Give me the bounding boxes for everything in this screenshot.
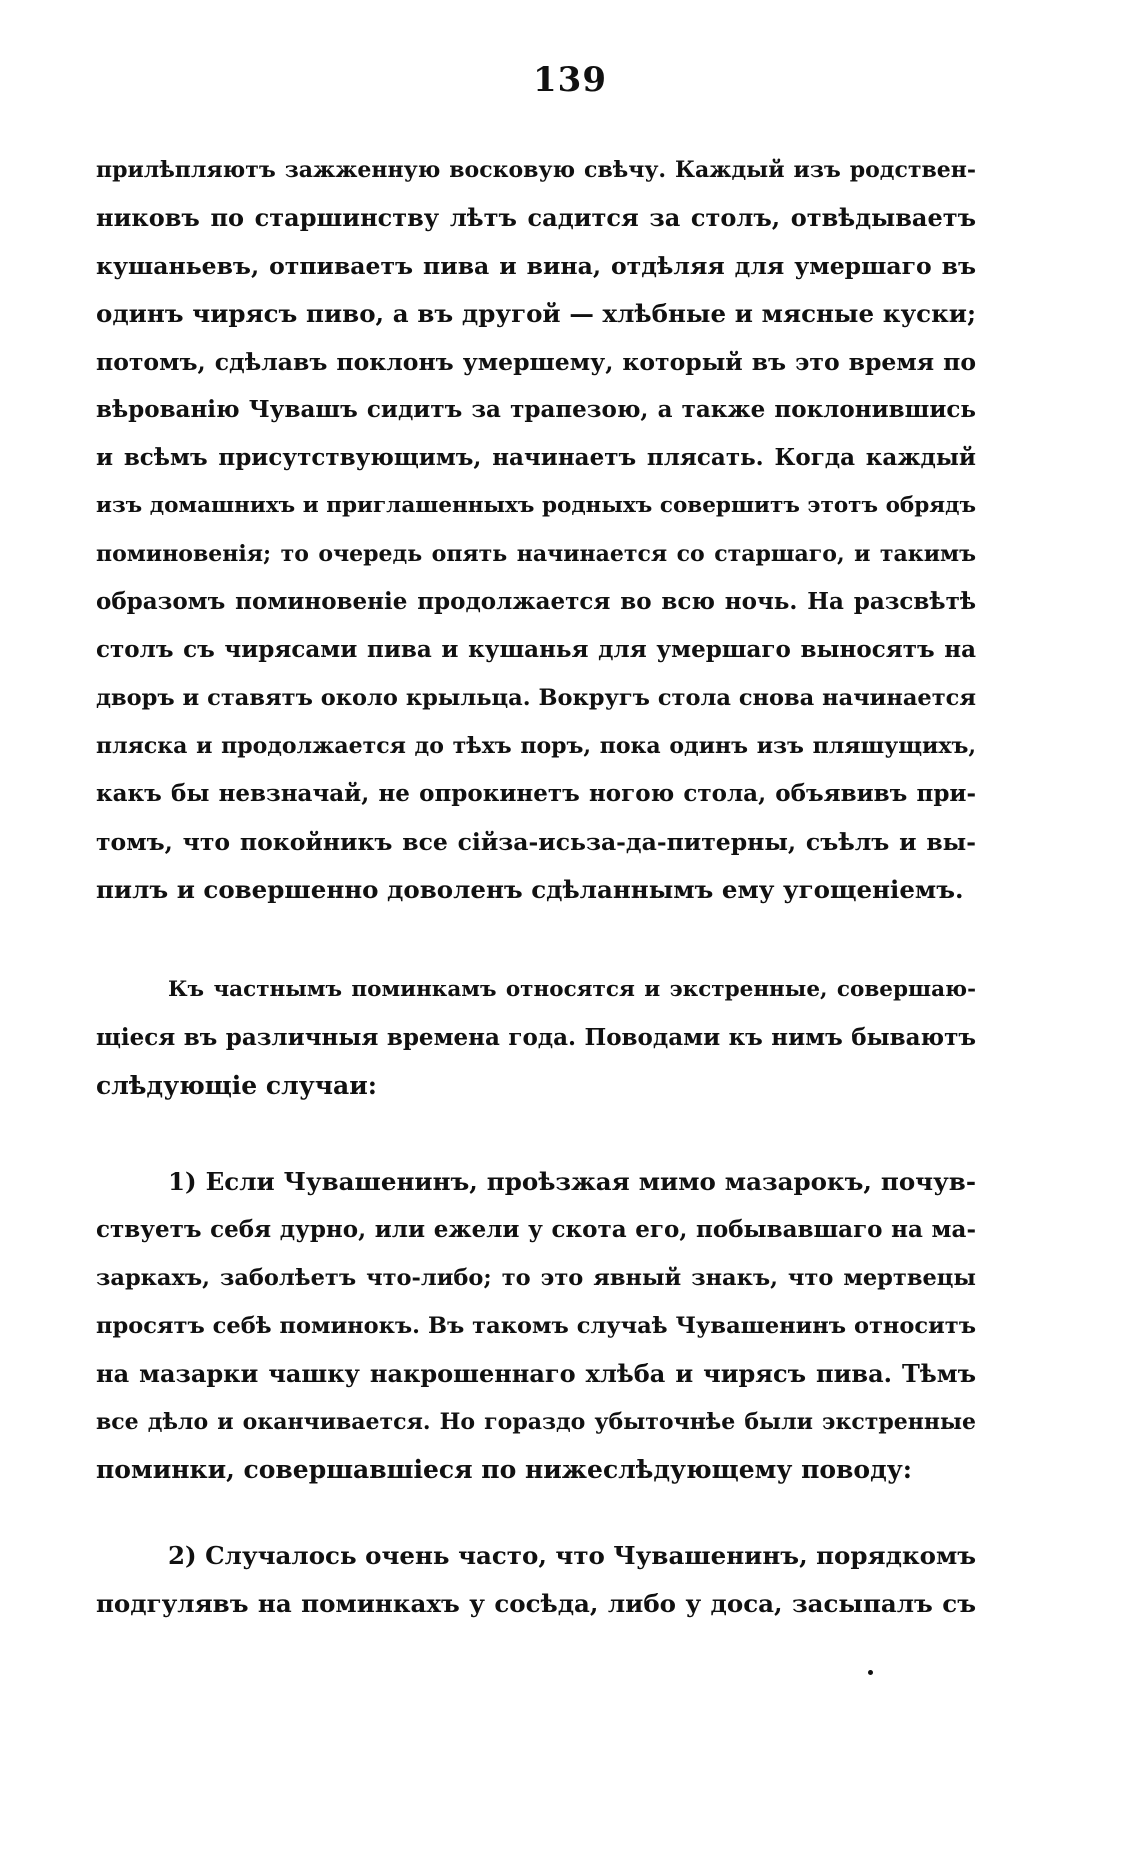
text-line: томъ, что покойникъ все сійза-исьза-да-питерны, съѣлъ и вы- <box>96 828 976 856</box>
paragraph-3 <box>96 1158 976 1494</box>
text-line: какъ бы невзначай, не опрокинетъ ногою стола, объявивъ при- <box>96 780 976 807</box>
text-line: никовъ по старшинству лѣтъ садится за столъ, отвѣдываетъ <box>96 203 976 232</box>
text-line: пилъ и совершенно доволенъ сдѣланнымъ ему угощеніемъ. <box>96 875 964 904</box>
text-line: поминки, совершавшіеся по нижеслѣдующему поводу: <box>96 1455 912 1484</box>
text-line: 1) Если Чувашенинъ, проѣзжая мимо мазарокъ, почув- <box>168 1167 976 1196</box>
text-line: слѣдующіе случаи: <box>96 1071 378 1100</box>
text-line: прилѣпляютъ зажженную восковую свѣчу. Каждый изъ родствен- <box>96 157 976 183</box>
text-line: столъ съ чирясами пива и кушанья для умершаго выносятъ на <box>96 636 976 663</box>
text-line: изъ домашнихъ и приглашенныхъ родныхъ совершитъ этотъ обрядъ <box>96 493 976 518</box>
page-number: 139 <box>533 60 607 100</box>
paragraph-4 <box>96 1532 976 1628</box>
text-line: кушаньевъ, отпиваетъ пива и вина, отдѣляя для умершаго въ <box>96 252 976 280</box>
text-line: 2) Случалось очень часто, что Чувашенинъ, порядкомъ <box>168 1541 977 1570</box>
text-line: заркахъ, заболѣетъ что-либо; то это явный знакъ, что мертвецы <box>96 1265 976 1291</box>
text-line: на мазарки чашку накрошеннаго хлѣба и чирясъ пива. Тѣмъ <box>96 1359 976 1388</box>
ink-speck <box>868 1670 873 1675</box>
text-line: просятъ себѣ поминокъ. Въ такомъ случаѣ Чувашенинъ относитъ <box>96 1313 976 1339</box>
text-line: вѣрованію Чувашъ сидитъ за трапезою, а также поклонившись <box>96 396 976 423</box>
paragraph-2 <box>96 966 976 1110</box>
text-line: пляска и продолжается до тѣхъ поръ, пока одинъ изъ пляшущихъ, <box>96 733 976 759</box>
text-line: Къ частнымъ поминкамъ относятся и экстренные, совершаю- <box>168 977 976 1002</box>
text-line: образомъ поминовеніе продолжается во всю ночь. На разсвѣтѣ <box>96 588 976 615</box>
text-line: щіеся въ различныя времена года. Поводами къ нимъ бываютъ <box>96 1024 976 1051</box>
text-line: поминовенія; то очередь опять начинается со старшаго, и такимъ <box>96 541 976 567</box>
text-line: дворъ и ставятъ около крыльца. Вокругъ стола снова начинается <box>96 685 976 711</box>
text-line: потомъ, сдѣлавъ поклонъ умершему, который въ это время по <box>96 348 976 376</box>
text-line: ствуетъ себя дурно, или ежели у скота его, побывавшаго на ма- <box>96 1216 976 1243</box>
text-line: одинъ чирясъ пиво, а въ другой — хлѣбные и мясные куски; <box>96 299 976 328</box>
text-line: и всѣмъ присутствующимъ, начинаетъ плясать. Когда каждый <box>96 444 976 471</box>
text-line: все дѣло и оканчивается. Но гораздо убыточнѣе были экстренные <box>96 1409 976 1435</box>
paragraph-1 <box>96 146 976 914</box>
text-line: подгулявъ на поминкахъ у сосѣда, либо у доса, засыпалъ съ <box>96 1589 976 1618</box>
